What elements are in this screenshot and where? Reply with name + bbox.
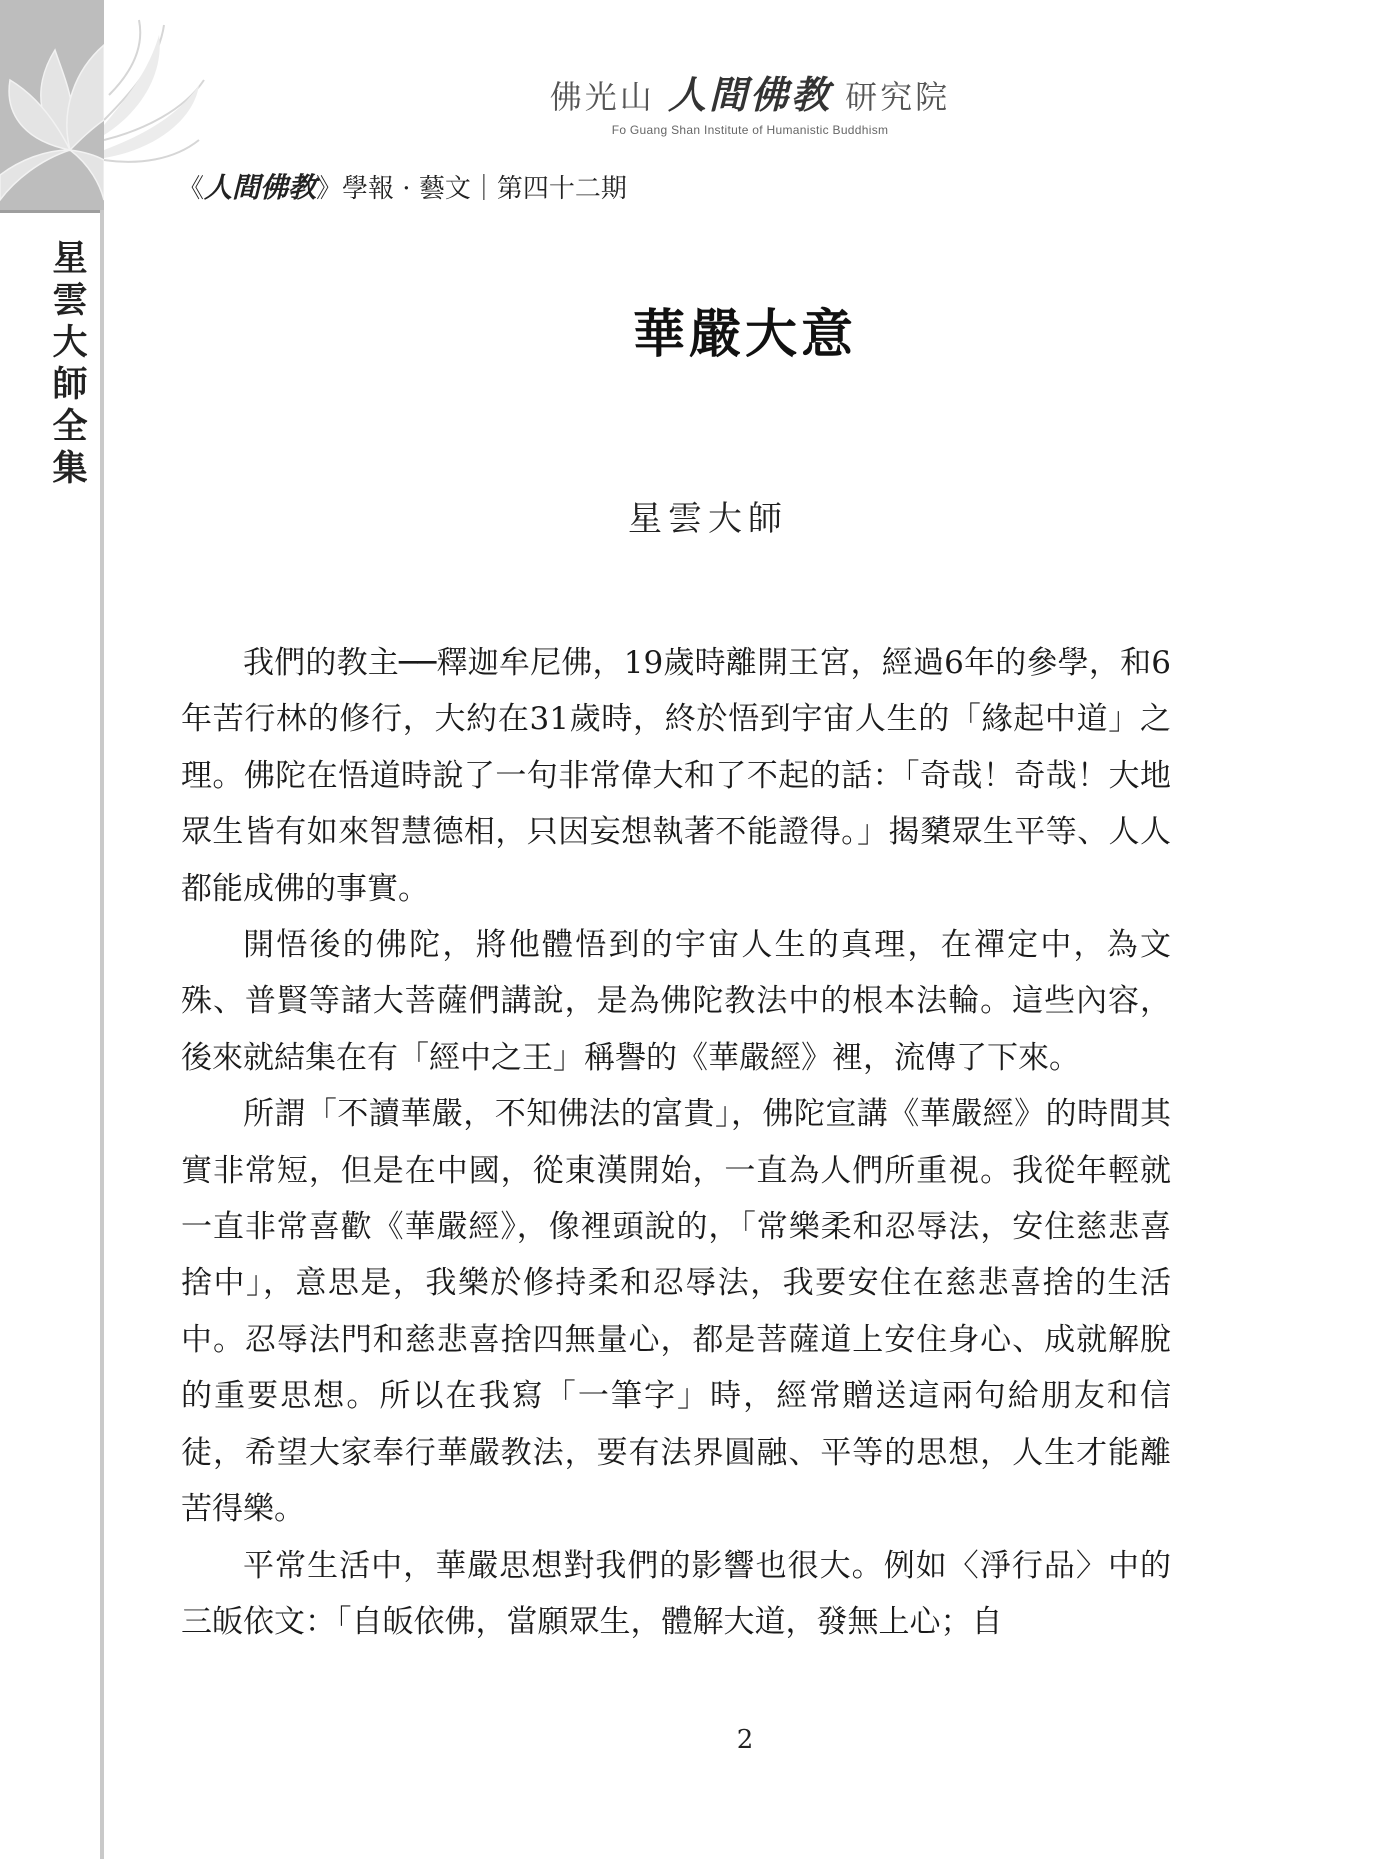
journal-open-bracket: 《 [178, 174, 205, 204]
article-title: 華嚴大意 [632, 304, 857, 365]
institute-name [450, 64, 1050, 119]
institute-name-english: Fo Guang Shan Institute of Humanistic Buddhism [611, 123, 889, 137]
corner-lotus-block [0, 0, 104, 210]
journal-brand: 人間佛教 [204, 171, 317, 204]
paragraph: 所謂「不讀華嚴，不知佛法的富貴」，佛陀宣講《華嚴經》的時間其實非常短，但是在中國，從東漢開始，一直為人們所重視。我從年輕就一直非常喜歡《華嚴經》，像裡頭說的，「常樂柔和忍辱法，安住慈悲喜捨中」，意思是，我樂於修持柔和忍辱法，我要安住在慈悲喜捨的生活中。忍辱法門和慈悲喜捨四無量心，都是菩薩道上安住身心、成就解脫的重要思想。所以在我寫「一筆字」時，經常贈送這兩句給朋友和信徒，希望大家奉行華嚴教法，要有法界圓融、平等的思想，人生才能離苦得樂。 [181, 1096, 1171, 1528]
institute-brand: 人間佛教 [667, 72, 832, 117]
journal-issue: 》學報 · 藝文｜第四十二期 [316, 174, 627, 204]
institute-suffix: 研究院 [845, 78, 951, 116]
page-number: 2 [736, 1725, 754, 1755]
paragraph: 我們的教主──釋迦牟尼佛，19歲時離開王宮，經過6年的參學，和6年苦行林的修行，大約在31歲時，終於悟到宇宙人生的「緣起中道」之理。佛陀在悟道時說了一句非常偉大和了不起的話：「奇哉！奇哉！大地眾生皆有如來智慧德相，只因妄想執著不能證得。」揭櫫眾生平等、人人都能成佛的事實。 [181, 645, 1171, 907]
left-margin-rule [100, 210, 104, 1859]
paragraph: 平常生活中，華嚴思想對我們的影響也很大。例如〈淨行品〉中的三皈依文：「自皈依佛，當願眾生，體解大道，發無上心；自 [181, 1547, 1171, 1640]
article-author: 星雲大師 [628, 499, 788, 539]
institute-prefix: 佛光山 [549, 78, 655, 116]
corner-divider [0, 210, 104, 213]
institute-header [450, 64, 1050, 137]
journal-line [178, 166, 627, 206]
lotus-icon [0, 0, 104, 210]
series-title: 星雲大師全集 [52, 238, 88, 489]
paragraph: 開悟後的佛陀，將他體悟到的宇宙人生的真理，在禪定中，為文殊、普賢等諸大菩薩們講說，是為佛陀教法中的根本法輪。這些內容，後來就結集在有「經中之王」稱譽的《華嚴經》裡，流傳了下來。 [181, 927, 1171, 1076]
article-body [181, 635, 1171, 1650]
